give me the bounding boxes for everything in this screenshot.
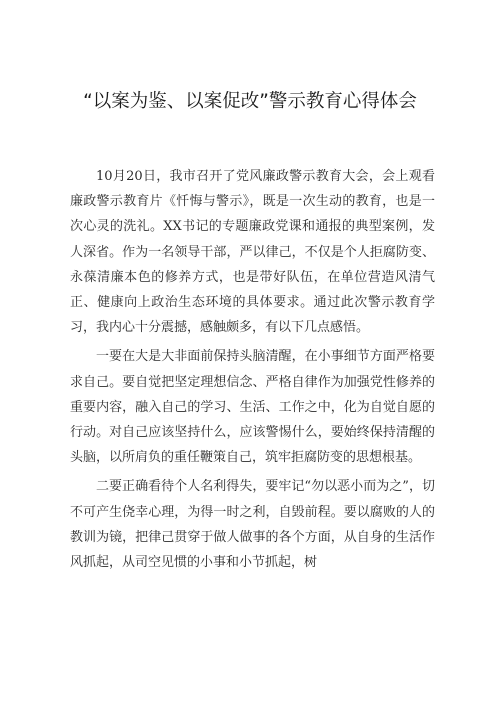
paragraph-point-two: 二要正确看待个人名利得失，要牢记“勿以恶小而为之”，切不可产生侥幸心理，为得一时之利，自毁前程。要以腐败的人的教训为镜，把律己贯穿于做人做事的各个方面，从自身的生活作风抓起，从司空见惯的小事和小节抓起，树 <box>70 479 435 571</box>
paragraph-point-one: 一要在大是大非面前保持头脑清醒，在小事细节方面严格要求自己。要自觉把坚定理想信念、严格自律作为加强党性修养的重要内容，融入自己的学习、生活、工作之中，化为自觉自愿的行动。对自己应该坚持什么，应该警惕什么，要始终保持清醒的头脑，以所肩负的重任鞭策自己，筑牢拒腐防变的思想根基。 <box>70 349 435 466</box>
document-title: “以案为鉴、以案促改”警示教育心得体会 <box>83 91 417 112</box>
document-body <box>70 164 435 579</box>
paragraph-intro: 10月20日，我市召开了党风廉政警示教育大会，会上观看廉政警示教育片《忏悔与警示》，既是一次生动的教育，也是一次心灵的洗礼。XX书记的专题廉政党课和通报的典型案例，发人深省。作为一名领导干部，严以律己，不仅是个人拒腐防变、永葆清廉本色的修养方式，也是带好队伍，在单位营造风清气正、健康向上政治生态环境的具体要求。通过此次警示教育学习，我内心十分震撼，感触颇多，有以下几点感悟。 <box>70 169 435 336</box>
